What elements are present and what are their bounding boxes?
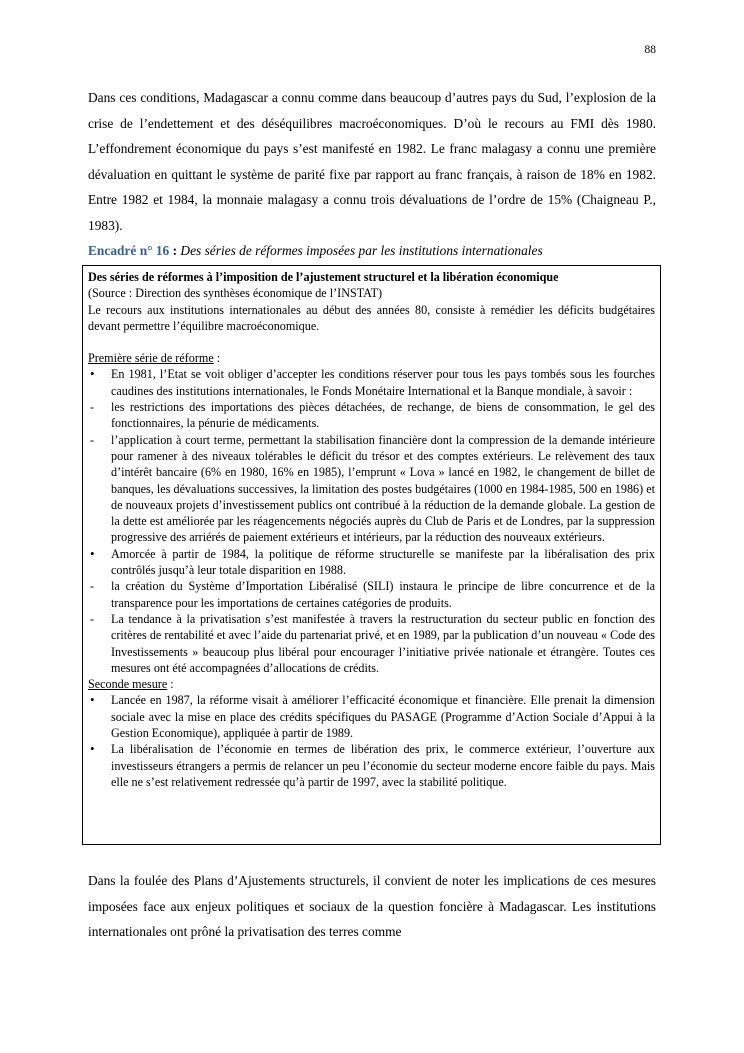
bullet-item: [88, 366, 655, 399]
encadre-box: [82, 265, 661, 845]
encadre-title: Des séries de réformes imposées par les institutions internationales: [177, 243, 543, 258]
dash-marker: -: [90, 579, 95, 594]
serie2-list: [88, 692, 655, 790]
serie2-label: Seconde mesure: [88, 677, 168, 692]
list-item-text: Amorcée à partir de 1984, la politique de réforme structurelle se manifeste par la libéralisation des prix contrôlés jusqu’à leur totale disparition en 1988.: [111, 546, 655, 578]
list-item-text: Lancée en 1987, la réforme visait à améliorer l’efficacité économique et financière. Elle prenait la dimension sociale avec la mise en place des crédits spécifiques du PASAGE (Programme d’Action Sociale d’Appui à la Gestion Economique), appliquée à partir de 1989.: [111, 693, 655, 741]
closing-paragraph: Dans la foulée des Plans d’Ajustements structurels, il convient de noter les implications de ces mesures imposées face aux enjeux politiques et sociaux de la question foncière à Madagascar. Les institutions internationales ont prôné la privatisation des terres comme: [88, 873, 656, 939]
serie1-list: [88, 366, 655, 676]
bullet-marker: •: [90, 741, 95, 757]
serie1-label: Première série de réforme: [88, 351, 214, 366]
list-item-text: l’application à court terme, permettant la stabilisation financière dont la compression de la demande intérieure pour ramener à des niveaux tolérables le déficit du trésor et des comptes extérieurs. Le relèvement des taux d’intérêt bancaire (6% en 1980, 16% en 1985), l’emprunt « Lova » lancé en 1982, le changement de billet de banques, les dévaluations successives, la limitation des postes budgétaires (1000 en 1984-1985, 500 en 1986) et de nouveaux projets d’investissement publics ont contribué à la réduction de la demande globale. La gestion de la dette est améliorée par les réagencements négociés auprès du Club de Paris et de Londres, par la suppression progressive des arriérés de paiement extérieurs et intérieurs, par la réduction des nouveaux extérieurs.: [111, 432, 655, 545]
bullet-marker: •: [90, 366, 95, 382]
dash-marker: -: [90, 432, 95, 447]
box-intro: Le recours aux institutions internationales au début des années 80, consiste à remédier les déficits budgétaires devant permettre l’équilibre macroéconomique.: [88, 302, 655, 333]
serie1-heading: [88, 350, 655, 366]
serie2-heading: [88, 676, 655, 692]
serie1-suffix: :: [213, 351, 221, 366]
dash-marker: -: [90, 611, 95, 626]
serie2-suffix: :: [167, 677, 174, 692]
dash-item: [88, 399, 655, 432]
bullet-item: [88, 741, 655, 790]
box-source: (Source : Direction des synthèses économique de l’INSTAT): [88, 286, 383, 301]
page-number: 88: [644, 44, 656, 56]
list-item-text: les restrictions des importations des pièces détachées, de rechange, de biens de consommation, le gel des fonctionnaires, la pénurie de médicaments.: [111, 400, 655, 431]
list-item-text: La tendance à la privatisation s’est manifestée à travers la restructuration du secteur public en fonction des critères de rentabilité et avec l’aide du partenariat privé, et en 1989, par la publication d’un nouveau « Code des Investissements » beaucoup plus libéral pour encourager l’initiative privée nationale et étrangère. Toutes ces mesures ont été accompagnées d’allocations de crédits.: [111, 611, 655, 675]
box-spacer: [88, 334, 655, 350]
bullet-item: [88, 692, 655, 741]
dash-item: [88, 432, 655, 546]
dash-item: [88, 611, 655, 676]
bullet-marker: •: [90, 545, 95, 561]
dash-item: [88, 578, 655, 611]
list-item-text: la création du Système d’Importation Libéralisé (SILI) instaura le principe de libre concurrence et de la transparence pour les importations de certaines catégories de produits.: [111, 579, 655, 610]
list-item-text: La libéralisation de l’économie en termes de libération des prix, le commerce extérieur, l’ouverture aux investisseurs étrangers a permis de relancer un peu l’économie du secteur moderne encore faible du pays. Mais elle ne s’est relativement redressée qu’à partir de 1997, avec la stabilité politique.: [111, 742, 655, 789]
list-item-text: En 1981, l’Etat se voit obliger d’accepter les conditions réserver pour tous les pays tombés sous les fourches caudines des institutions internationales, le Fonds Monétaire International et la Banque mondiale, à savoir :: [111, 367, 655, 398]
bullet-item: [88, 546, 655, 579]
encadre-label: Encadré n° 16: [88, 243, 170, 258]
encadre-colon: :: [169, 243, 178, 258]
bullet-marker: •: [90, 692, 95, 708]
box-heading: Des séries de réformes à l’imposition de l’ajustement structurel et la libération économique: [88, 270, 559, 284]
encadre-caption: [88, 240, 668, 262]
dash-marker: -: [90, 400, 95, 415]
intro-paragraph: Dans ces conditions, Madagascar a connu comme dans beaucoup d’autres pays du Sud, l’explosion de la crise de l’endettement et des déséquilibres macroéconomiques. D’où le recours au FMI dès 1980. L’effondrement économique du pays s’est manifesté en 1982. Le franc malagasy a connu une première dévaluation en quittant le système de parité fixe par rapport au franc français, à raison de 18% en 1982. Entre 1982 et 1984, la monnaie malagasy a connu trois dévaluations de l’ordre de 15% (Chaigneau P., 1983).: [88, 90, 656, 233]
